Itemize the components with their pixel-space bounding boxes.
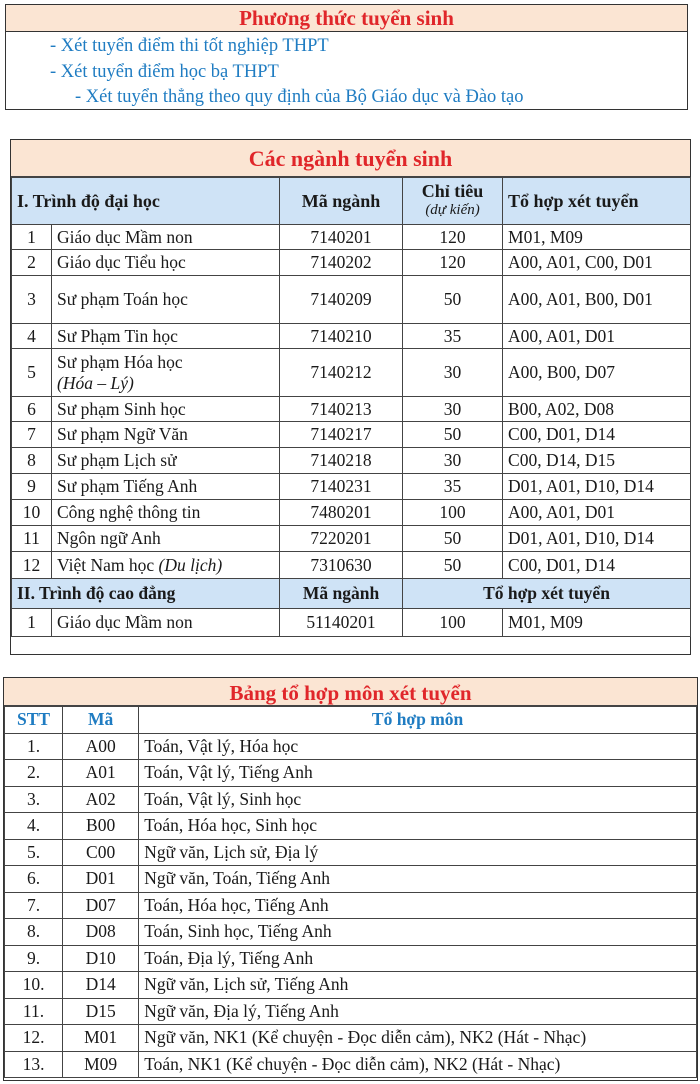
combo-code: D07 [63,892,139,919]
major-quota: 50 [403,422,503,448]
major-no: 9 [12,474,52,500]
combo-subjects: Ngữ văn, Địa lý, Tiếng Anh [139,998,697,1025]
major-row [12,324,691,349]
major-name [52,397,280,422]
combo-row [5,972,697,999]
major-code: 7140202 [280,250,403,276]
major-code: 7220201 [280,526,403,552]
college-header-row [12,579,691,609]
subjects-header: Tổ hợp môn [139,707,697,734]
major-quota: 50 [403,526,503,552]
major-combo: C00, D01, D14 [503,552,691,579]
combo-code: D15 [63,998,139,1025]
major-name [52,552,280,579]
major-name [52,250,280,276]
combo-subjects: Toán, Sinh học, Tiếng Anh [139,919,697,946]
combo-row [5,1051,697,1078]
code-header: Mã ngành [280,178,403,225]
combo-subjects: Toán, Vật lý, Hóa học [139,733,697,760]
combo-code: A02 [63,786,139,813]
combo-subjects: Toán, Hóa học, Tiếng Anh [139,892,697,919]
combo-code: B00 [63,813,139,840]
major-row [12,422,691,448]
majors-title: Các ngành tuyển sinh [11,140,690,177]
combo-subjects: Ngữ văn, Lịch sử, Tiếng Anh [139,972,697,999]
major-name-text: Sư phạm Toán học [57,289,188,309]
combo-stt: 10. [5,972,63,999]
combo-stt: 1. [5,733,63,760]
combos-title: Bảng tổ hợp môn xét tuyển [4,678,697,706]
combo-row [5,839,697,866]
majors-section [10,139,691,655]
major-code: 7140213 [280,397,403,422]
college-quota: 100 [403,609,503,637]
level-header: I. Trình độ đại học [12,178,280,225]
major-name [52,225,280,250]
major-quota: 50 [403,552,503,579]
major-code: 7480201 [280,500,403,526]
methods-title: Phương thức tuyển sinh [6,5,687,32]
major-no: 7 [12,422,52,448]
code-header: Mã [63,707,139,734]
college-combo-header: Tổ hợp xét tuyển [403,579,691,609]
major-combo: C00, D01, D14 [503,422,691,448]
major-name-text: Công nghệ thông tin [57,502,201,522]
combos-table [4,706,697,1078]
combos-section [3,677,698,1081]
major-no: 1 [12,225,52,250]
major-name-text: Sư Phạm Tin học [57,325,178,346]
major-row [12,397,691,422]
combo-stt: 11. [5,998,63,1025]
stt-header: STT [5,707,63,734]
combo-stt: 4. [5,813,63,840]
major-name [52,474,280,500]
major-combo: D01, A01, D10, D14 [503,526,691,552]
combo-row [5,1025,697,1052]
combo-code: M09 [63,1051,139,1078]
major-quota: 100 [403,500,503,526]
quota-label: Chỉ tiêu [421,181,484,201]
combo-subjects: Ngữ văn, NK1 (Kể chuyện - Đọc diễn cảm), NK2 (Hát - Nhạc) [139,1025,697,1052]
major-code: 7140231 [280,474,403,500]
combo-row [5,760,697,787]
major-row [12,500,691,526]
combo-stt: 8. [5,919,63,946]
major-row [12,276,691,324]
major-name [52,448,280,474]
combo-code: M01 [63,1025,139,1052]
major-name [52,324,280,349]
combo-code: D08 [63,919,139,946]
major-no: 5 [12,349,52,397]
major-no: 11 [12,526,52,552]
major-name [52,349,280,397]
combo-code: D01 [63,866,139,893]
major-name [52,526,280,552]
major-code: 7140217 [280,422,403,448]
combo-stt: 13. [5,1051,63,1078]
combo-subjects: Toán, NK1 (Kể chuyện - Đọc diễn cảm), NK2 (Hát - Nhạc) [139,1051,697,1078]
major-row [12,225,691,250]
majors-header-row [12,178,691,225]
major-code: 7140212 [280,349,403,397]
major-row [12,250,691,276]
combo-row [5,866,697,893]
major-quota: 30 [403,349,503,397]
combo-stt: 12. [5,1025,63,1052]
combo-row [5,786,697,813]
major-combo: A00, B00, D07 [503,349,691,397]
college-level-header: II. Trình độ cao đẳng [12,579,280,609]
major-combo: C00, D14, D15 [503,448,691,474]
major-code: 7140201 [280,225,403,250]
combo-subjects: Ngữ văn, Toán, Tiếng Anh [139,866,697,893]
major-name-note: (Du lịch) [158,554,223,575]
major-row [12,474,691,500]
major-name [52,422,280,448]
major-name [52,276,280,324]
college-no: 1 [12,609,52,637]
major-quota: 30 [403,448,503,474]
major-name-text: Giáo dục Tiểu học [57,252,186,272]
major-combo: A00, A01, B00, D01 [503,276,691,324]
major-quota: 120 [403,225,503,250]
major-row [12,448,691,474]
combo-code: D14 [63,972,139,999]
major-name [52,500,280,526]
major-quota: 120 [403,250,503,276]
method-item: - Xét tuyển thẳng theo quy định của Bộ Giáo dục và Đào tạo [75,87,524,107]
combo-stt: 2. [5,760,63,787]
major-name-text: Ngôn ngữ Anh [57,528,161,548]
major-no: 10 [12,500,52,526]
major-combo: M01, M09 [503,225,691,250]
majors-table [11,177,691,637]
major-quota: 30 [403,397,503,422]
college-code: 51140201 [280,609,403,637]
major-no: 4 [12,324,52,349]
combo-row [5,892,697,919]
major-no: 3 [12,276,52,324]
method-item: - Xét tuyển điểm học bạ THPT [50,62,279,82]
combo-stt: 7. [5,892,63,919]
combo-row [5,998,697,1025]
combo-subjects: Toán, Địa lý, Tiếng Anh [139,945,697,972]
combo-code: A00 [63,733,139,760]
major-no: 8 [12,448,52,474]
major-name-text: Sư phạm Ngữ Văn [57,424,188,444]
major-no: 2 [12,250,52,276]
major-combo: A00, A01, D01 [503,500,691,526]
combo-stt: 6. [5,866,63,893]
combo-subjects: Toán, Vật lý, Tiếng Anh [139,760,697,787]
major-code: 7140210 [280,324,403,349]
college-name: Giáo dục Mầm non [52,609,280,637]
major-no: 6 [12,397,52,422]
quota-note: (dự kiến) [425,202,480,218]
method-item: - Xét tuyển điểm thi tốt nghiệp THPT [50,36,329,56]
major-name-text: Sư phạm Hóa học [57,351,183,372]
methods-section [5,4,688,110]
major-quota: 35 [403,324,503,349]
combo-header: Tổ hợp xét tuyển [503,178,691,225]
major-combo: D01, A01, D10, D14 [503,474,691,500]
major-quota: 35 [403,474,503,500]
combo-code: C00 [63,839,139,866]
combo-code: A01 [63,760,139,787]
quota-header [403,178,503,225]
college-combo: M01, M09 [503,609,691,637]
combo-subjects: Toán, Vật lý, Sinh học [139,786,697,813]
major-name-text: Sư phạm Lịch sử [57,450,177,470]
major-name-text: Sư phạm Tiếng Anh [57,476,198,496]
major-quota: 50 [403,276,503,324]
major-code: 7140209 [280,276,403,324]
major-combo: A00, A01, C00, D01 [503,250,691,276]
major-name-text: Giáo dục Mầm non [57,226,193,247]
major-name-note: (Hóa – Lý) [57,372,134,393]
major-code: 7310630 [280,552,403,579]
combo-subjects: Ngữ văn, Lịch sử, Địa lý [139,839,697,866]
combo-row [5,733,697,760]
combo-stt: 3. [5,786,63,813]
major-name-text: Sư phạm Sinh học [57,398,186,419]
combo-row [5,919,697,946]
combo-row [5,945,697,972]
combo-code: D10 [63,945,139,972]
major-row [12,349,691,397]
major-code: 7140218 [280,448,403,474]
college-code-header: Mã ngành [280,579,403,609]
major-name-text: Việt Nam học [57,554,159,575]
combo-row [5,813,697,840]
major-combo: B00, A02, D08 [503,397,691,422]
combo-stt: 5. [5,839,63,866]
combo-subjects: Toán, Hóa học, Sinh học [139,813,697,840]
combos-header-row [5,707,697,734]
combo-stt: 9. [5,945,63,972]
major-row [12,526,691,552]
major-no: 12 [12,552,52,579]
college-row [12,609,691,637]
major-row [12,552,691,579]
major-combo: A00, A01, D01 [503,324,691,349]
